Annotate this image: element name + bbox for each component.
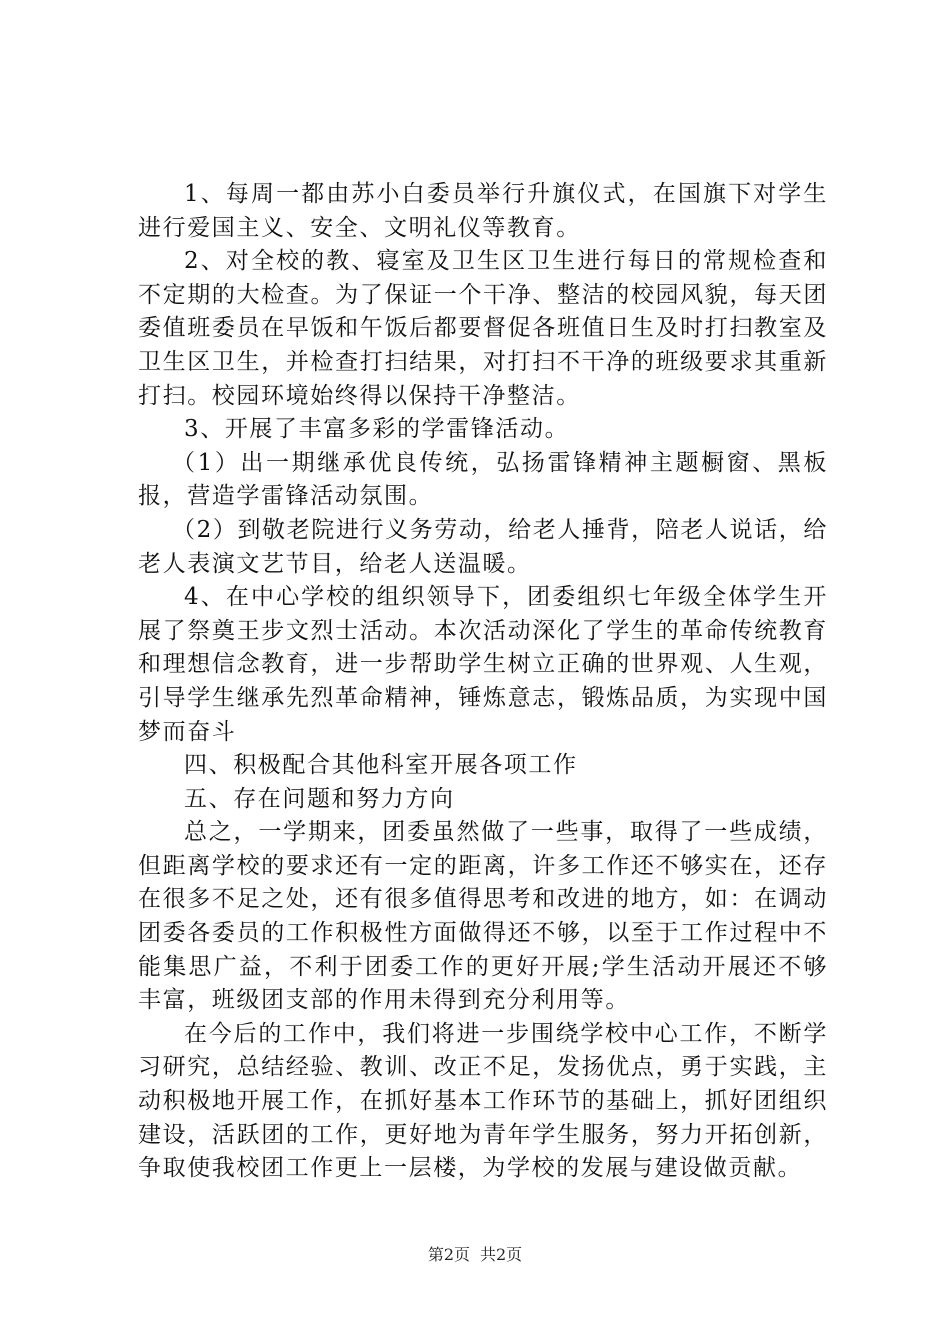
page-number-total: 共2页 <box>480 1245 523 1264</box>
paragraph-summary: 总之，一学期来，团委虽然做了一些事，取得了一些成绩，但距离学校的要求还有一定的距离，许多工作还不够实在，还存在很多不足之处，还有很多值得思考和改进的地方，如：在调动团委各委员的工作积极性方面做得还不够，以至于工作过程中不能集思广益，不利于团委工作的更好开展;学生活动开展还不够丰富，班级团支部的作用未得到充分利用等。 <box>138 819 828 1014</box>
document-body <box>138 178 828 1186</box>
paragraph-future-work: 在今后的工作中，我们将进一步围绕学校中心工作，不断学习研究，总结经验、教训、改正不足，发扬优点，勇于实践，主动积极地开展工作，在抓好基本工作环节的基础上，抓好团组织建设，活跃团的工作，更好地为青年学生服务，努力开拓创新，争取使我校团工作更上一层楼，为学校的发展与建设做贡献。 <box>138 1020 828 1182</box>
section-heading-cooperation: 四、积极配合其他科室开展各项工作 <box>184 752 578 779</box>
paragraph-hygiene-inspection: 2、对全校的教、寝室及卫生区卫生进行每日的常规检查和不定期的大检查。为了保证一个干净、整洁的校园风貌，每天团委值班委员在早饭和午饭后都要督促各班值日生及时打扫教室及卫生区卫生，并检查打扫结果，对打扫不干净的班级要求其重新打扫。校园环境始终得以保持干净整洁。 <box>138 248 828 409</box>
page-footer <box>0 1242 950 1265</box>
paragraph-flag-raising: 1、每周一都由苏小白委员举行升旗仪式，在国旗下对学生进行爱国主义、安全、文明礼仪等教育。 <box>138 181 828 241</box>
paragraph-lei-feng-item-2: （2）到敬老院进行义务劳动，给老人捶背，陪老人说话，给老人表演文艺节目，给老人送温暖。 <box>138 516 828 577</box>
section-heading-problems: 五、存在问题和努力方向 <box>184 785 455 812</box>
paragraph-lei-feng-item-1: （1）出一期继承优良传统，弘扬雷锋精神主题橱窗、黑板报，营造学雷锋活动氛围。 <box>138 449 828 510</box>
page-number-current: 第2页 <box>427 1245 470 1264</box>
paragraph-memorial-activity: 4、在中心学校的组织领导下，团委组织七年级全体学生开展了祭奠王步文烈士活动。本次活动深化了学生的革命传统教育和理想信念教育，进一步帮助学生树立正确的世界观、人生观，引导学生继承先烈革命精神，锤炼意志，锻炼品质，为实现中国梦而奋斗 <box>138 584 828 745</box>
paragraph-lei-feng-activities: 3、开展了丰富多彩的学雷锋活动。 <box>184 416 570 443</box>
